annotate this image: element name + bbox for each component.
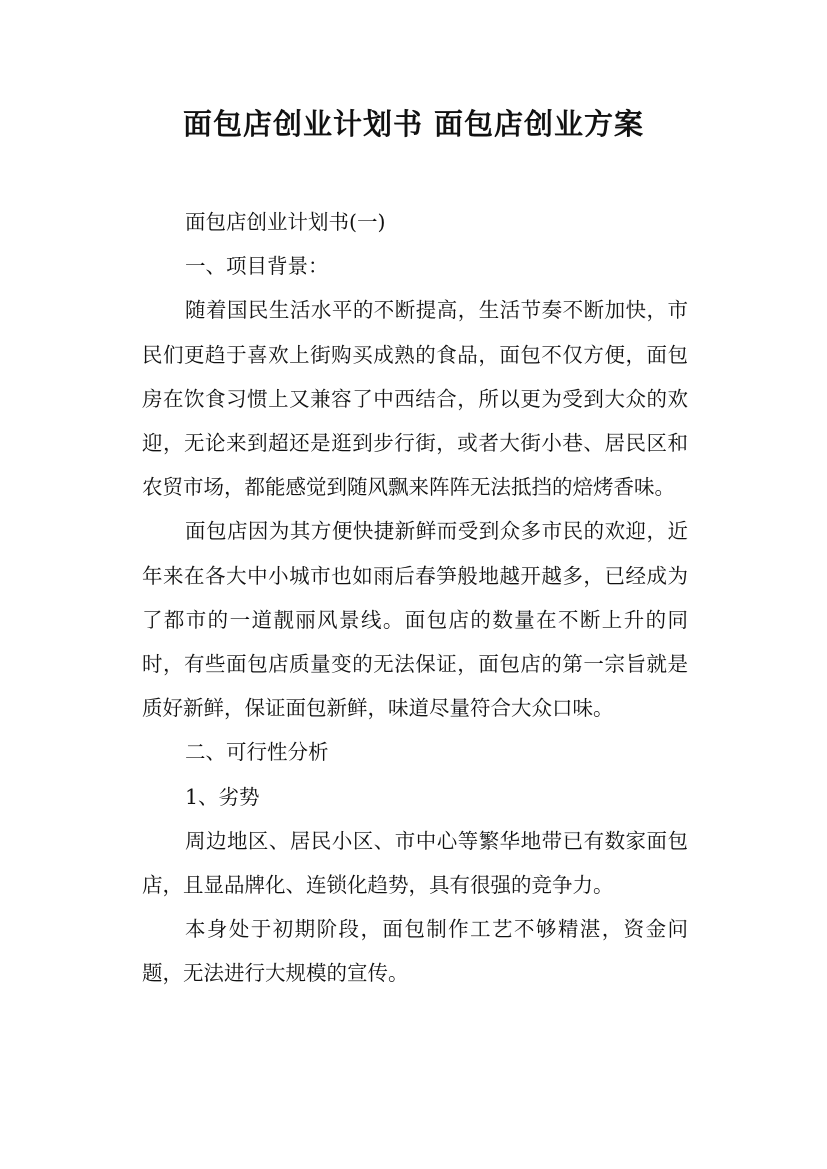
section-heading-background: 一、项目背景： [185, 254, 329, 279]
paragraph-weakness-1: 周边地区、居民小区、市中心等繁华地带已有数家面包店，且显品牌化、连锁化趋势，具有很强的竞争力。 [142, 828, 688, 898]
paragraph-background-1: 随着国民生活水平的不断提高，生活节奏不断加快，市民们更趋于喜欢上街购买成熟的食品，面包不仅方便，面包房在饮食习惯上又兼容了中西结合，所以更为受到大众的欢迎，无论来到超还是逛到步行街，或者大街小巷、居民区和农贸市场，都能感觉到随风飘来阵阵无法抵挡的焙烤香味。 [142, 298, 688, 500]
document-title: 面包店创业计划书 面包店创业方案 [182, 107, 645, 141]
document-body [142, 200, 688, 996]
paragraph-background-2: 面包店因为其方便快捷新鲜而受到众多市民的欢迎，近年来在各大中小城市也如雨后春笋般地越开越多，已经成为了都市的一道靓丽风景线。面包店的数量在不断上升的同时，有些面包店质量变的无法保证，面包店的第一宗旨就是质好新鲜，保证面包新鲜，味道尽量符合大众口味。 [142, 519, 688, 721]
section-heading-plan-one: 面包店创业计划书(一) [185, 210, 386, 234]
paragraph-weakness-2: 本身处于初期阶段，面包制作工艺不够精湛，资金问题，无法进行大规模的宣传。 [142, 917, 688, 986]
section-heading-feasibility: 二、可行性分析 [185, 740, 329, 765]
subheading-weakness: 1、劣势 [185, 784, 260, 809]
